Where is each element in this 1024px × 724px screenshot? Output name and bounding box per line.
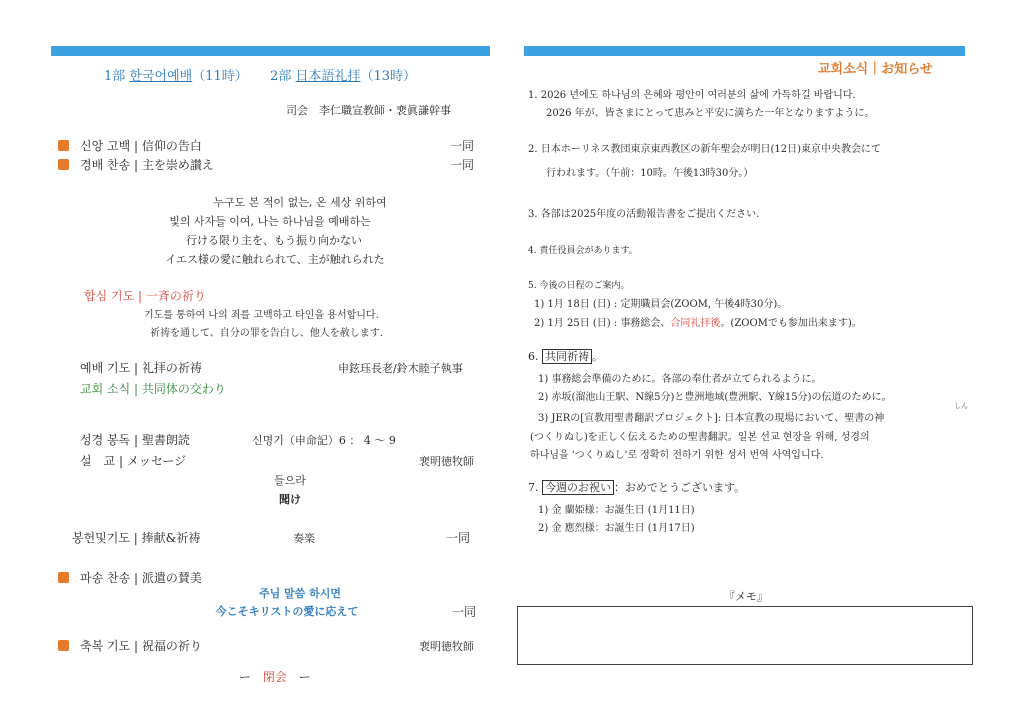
bullet-icon <box>58 159 69 170</box>
text: 2) 1月 25日 (日) : 事務総会、 <box>534 318 671 329</box>
part1-name: 한국어예배 <box>129 69 193 84</box>
item-ko: 교회 소식 <box>80 382 131 396</box>
part1-label: 1部 <box>104 69 126 84</box>
news-subitem: 하나님을 'つくりぬし'로 정확히 전하기 위한 성서 번역 사역입니다. <box>530 450 824 461</box>
part2-label: 2部 <box>270 69 292 84</box>
news-title: 교회소식｜お知らせ <box>818 62 933 77</box>
news-item-prayer <box>528 348 603 364</box>
left-header-bar <box>51 46 490 56</box>
part2-time: （13時） <box>360 69 417 84</box>
sermon-title-ko: 들으라 <box>274 474 306 487</box>
item-ko: 축복 기도 <box>80 639 131 653</box>
item-ko: 설 교 <box>80 454 116 468</box>
item-ko: 성경 봉독 <box>80 433 131 447</box>
news-subitem: 2) 金 應烈様：お誕生日 (1月17日) <box>538 523 695 534</box>
memo-title: 『メモ』 <box>724 590 768 603</box>
news-item: 5. 今後の日程のご案内。 <box>528 281 630 291</box>
sending-line: 주님 말씀 하시면 <box>258 587 342 600</box>
service-header <box>104 65 416 84</box>
item-ja: 派遣の賛美 <box>141 571 202 585</box>
item-ja: 信仰の告白 <box>141 139 202 153</box>
bullet-icon <box>58 140 69 151</box>
closing-text: 閉会 <box>262 670 287 684</box>
closing <box>239 668 311 685</box>
hymn-line: 빛의 사자들 이여, 나는 하나님을 예배하는 <box>169 215 371 228</box>
news-item: 行われます。（午前：10時。午後13時30分。） <box>546 168 754 179</box>
sending-right: 一同 <box>452 605 477 619</box>
bullet-icon <box>58 572 69 583</box>
item-ko: 예배 기도 <box>80 361 131 375</box>
ruby: しん <box>954 402 968 410</box>
item-right: 一同 <box>450 139 475 153</box>
order-item-confession <box>80 137 202 154</box>
news-subitem: 2) 赤坂(溜池山王駅、N線5分)と豊洲地域(豊洲駅、Y線15分)の伝道のために。 <box>538 392 892 403</box>
item-ko: 경배 찬송 <box>80 158 131 172</box>
news-subitem <box>534 314 862 329</box>
part1-time: （11時） <box>192 69 248 84</box>
item-right: 一同 <box>446 531 471 545</box>
item-sep: | <box>134 139 139 153</box>
num: 6. <box>528 350 539 363</box>
item-ja: 祝福の祈り <box>141 639 202 653</box>
item-ko: 신앙 고백 <box>80 139 131 153</box>
news-subitem: 3) JERの[宣教用聖書翻訳プロジェクト]: 日本宣教の現場において、聖書の神 <box>538 413 885 424</box>
item-right: 申鉉珏長老/鈴木睦子執事 <box>338 362 463 375</box>
item-ko: 파송 찬송 <box>80 571 131 585</box>
order-item-prayer-together <box>84 287 206 304</box>
item-ko: 봉헌및기도 <box>72 531 130 545</box>
prayer-line-ja: 祈祷を通して、自分の罪を告白し、他人を赦します. <box>150 328 383 339</box>
news-item: 3. 各部は2025年度の活動報告書をご提出ください. <box>528 209 760 220</box>
news-item: 1. 2026 년에도 하나님의 은혜와 평안이 여러분의 삶에 가득하길 바랍니다. <box>528 90 856 101</box>
order-item-benediction <box>80 637 202 654</box>
item-sep: | <box>134 361 139 375</box>
hymn-line: 行ける限り主を、もう振り向かない <box>186 234 362 247</box>
item-sep: | <box>119 454 124 468</box>
item-sep: | <box>134 433 139 447</box>
news-subitem: (つくりぬし)を正しく伝えるための聖書翻訳。일본 선교 현장을 위해, 성경의 <box>530 432 870 443</box>
scripture-ref: 신명기（申命記）6 ： 4 〜 9 <box>252 434 396 447</box>
item-sep: | <box>133 531 138 545</box>
news-subitem: 1) 金 蘭姫様：お誕生日 (1月11日) <box>538 505 695 516</box>
item-ja: 捧献&祈祷 <box>141 531 201 545</box>
end: 。 <box>592 350 603 363</box>
news-subitem: 1) 事務総会準備のために。各部の奉仕者が立てられるように。 <box>538 374 822 385</box>
order-item-sermon <box>80 452 186 469</box>
news-item-celebration <box>528 479 745 495</box>
item-sep: | <box>134 158 139 172</box>
item-right: 裵明徳牧師 <box>419 455 474 468</box>
item-ko: 합심 기도 <box>84 289 135 303</box>
news-item: 2. 日本ホーリネス教団東京東西教区の新年聖会が明日(12日)東京中央教会にて <box>528 144 882 155</box>
presider: 司会 李仁職宣教師・裵眞謙幹事 <box>286 104 451 117</box>
offering-mid: 奏楽 <box>293 532 315 545</box>
hymn-line: イエス様の愛に触れられて、主が触れられた <box>165 253 385 266</box>
prayer-label: 共同祈祷 <box>542 349 592 364</box>
celebration-label: 今週のお祝い <box>542 480 614 495</box>
item-ja: 一斉の祈り <box>145 289 206 303</box>
num: 7. <box>528 481 539 494</box>
sermon-title-ja: 聞け <box>279 493 301 506</box>
item-sep: | <box>134 571 139 585</box>
part2-name: 日本語礼拝 <box>295 69 361 84</box>
news-subitem: 1) 1月 18日 (日) : 定期職員会(ZOOM, 午後4時30分)。 <box>534 299 788 310</box>
item-right: 裵明徳牧師 <box>419 640 474 653</box>
item-sep: | <box>134 639 139 653</box>
item-ja: 主を崇め讃え <box>141 158 214 172</box>
order-item-offering <box>72 529 200 546</box>
news-item: 4. 責任役員会があります。 <box>528 246 638 256</box>
item-sep: | <box>134 382 139 396</box>
rest: ：おめでとうございます。 <box>614 481 746 494</box>
text: 。(ZOOMでも参加出来ます)。 <box>720 318 862 329</box>
memo-box <box>517 606 973 665</box>
highlight: 合同礼拝後 <box>670 318 721 329</box>
bullet-icon <box>58 640 69 651</box>
sending-line: 今こそキリストの愛に応えて <box>215 605 359 618</box>
closing-dash: ー <box>298 670 311 684</box>
order-item-sending-hymn <box>80 569 202 586</box>
item-ja: メッセージ <box>126 454 187 468</box>
right-header-bar <box>524 46 965 56</box>
order-item-scripture <box>80 431 190 448</box>
item-ja: 礼拝の祈祷 <box>141 361 202 375</box>
item-ja: 聖書朗読 <box>141 433 190 447</box>
order-item-praise <box>80 156 214 173</box>
news-item: 2026 年が、皆さまにとって恵みと平安に満ちた一年となりますように。 <box>546 108 875 119</box>
item-ja: 共同体の交わり <box>141 382 226 396</box>
prayer-line-ko: 기도를 통하여 나의 죄를 고백하고 타인을 용서합니다. <box>144 310 379 321</box>
hymn-line: 누구도 본 적이 없는, 온 세상 위하여 <box>213 196 387 209</box>
order-item-worship-prayer <box>80 359 202 376</box>
item-right: 一同 <box>450 158 475 172</box>
order-item-fellowship <box>80 380 226 397</box>
item-sep: | <box>138 289 143 303</box>
closing-dash: ー <box>239 670 252 684</box>
